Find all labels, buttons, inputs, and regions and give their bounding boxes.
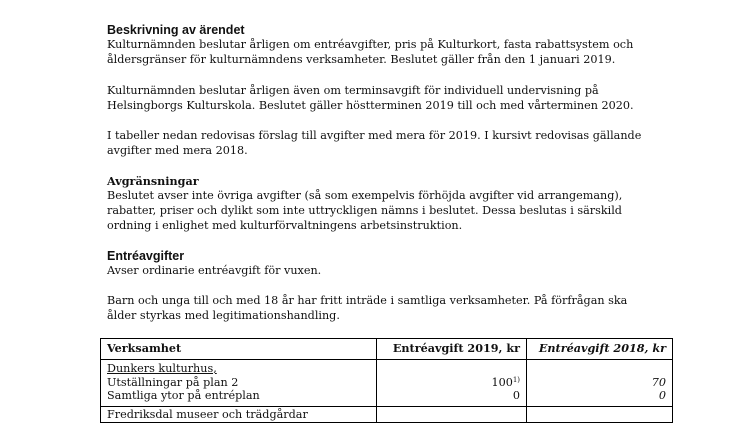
paragraph-line: rabatter, priser och dylikt som inte uttryckligen nämns i beslutet. Dessa beslutas i särskild bbox=[107, 204, 622, 217]
table-header-row bbox=[101, 339, 673, 360]
table-row bbox=[101, 360, 673, 407]
venue-cell bbox=[101, 360, 377, 407]
paragraph-line: Kulturnämnden beslutar årligen även om terminsavgift för individuell undervisning på bbox=[107, 84, 599, 97]
venue-name: Fredriksdal museer och trädgårdar bbox=[107, 408, 308, 421]
venue-item: Utställningar på plan 2 bbox=[107, 375, 239, 389]
fee-2019-value: 100 bbox=[491, 375, 513, 389]
paragraph-line: åldersgränser för kulturnämndens verksamheter. Beslutet gäller från den 1 januari 2019. bbox=[107, 53, 616, 66]
venue-cell bbox=[101, 407, 377, 423]
fee-2019-value: 0 bbox=[512, 389, 520, 402]
fee-2018-cell bbox=[527, 407, 673, 423]
paragraph-line: avgifter med mera 2018. bbox=[107, 144, 248, 157]
heading-beskrivning: Beskrivning av ärendet bbox=[107, 23, 245, 37]
paragraph-line: Barn och unga till och med 18 år har fritt inträde i samtliga verksamheter. På förfrågan ska bbox=[107, 294, 628, 307]
table-row bbox=[101, 407, 673, 423]
fee-table bbox=[100, 338, 673, 423]
paragraph-line: I tabeller nedan redovisas förslag till avgifter med mera för 2019. I kursivt redovisas gällande bbox=[107, 129, 642, 142]
fee-2018-value: 0 bbox=[658, 389, 666, 402]
column-header-fee-2019: Entréavgift 2019, kr bbox=[377, 339, 527, 360]
fee-2018-value: 70 bbox=[651, 375, 666, 389]
fee-2019-cell bbox=[377, 407, 527, 423]
fee-2019-cell bbox=[377, 360, 527, 407]
fee-2018-cell bbox=[527, 360, 673, 407]
footnote-marker: 1) bbox=[512, 375, 520, 384]
paragraph-line: Kulturnämnden beslutar årligen om entréavgifter, pris på Kulturkort, fasta rabattsystem och bbox=[107, 38, 634, 51]
paragraph-line: Avser ordinarie entréavgift för vuxen. bbox=[107, 264, 322, 277]
venue-item: Samtliga ytor på entréplan bbox=[107, 389, 260, 402]
column-header-fee-2018: Entréavgift 2018, kr bbox=[527, 339, 673, 360]
paragraph-line: Helsingborgs Kulturskola. Beslutet gäller höstterminen 2019 till och med vårterminen 2020. bbox=[107, 99, 634, 112]
paragraph-line: ålder styrkas med legitimationshandling. bbox=[107, 309, 340, 322]
column-header-verksamhet: Verksamhet bbox=[101, 339, 377, 360]
paragraph-line: Beslutet avser inte övriga avgifter (så som exempelvis förhöjda avgifter vid arrangemang), bbox=[107, 189, 623, 202]
heading-avgransningar: Avgränsningar bbox=[107, 174, 199, 188]
heading-entreavgifter: Entréavgifter bbox=[107, 249, 185, 263]
paragraph-line: ordning i enlighet med kulturförvaltningens arbetsinstruktion. bbox=[107, 219, 463, 232]
venue-name: Dunkers kulturhus, bbox=[107, 362, 217, 375]
